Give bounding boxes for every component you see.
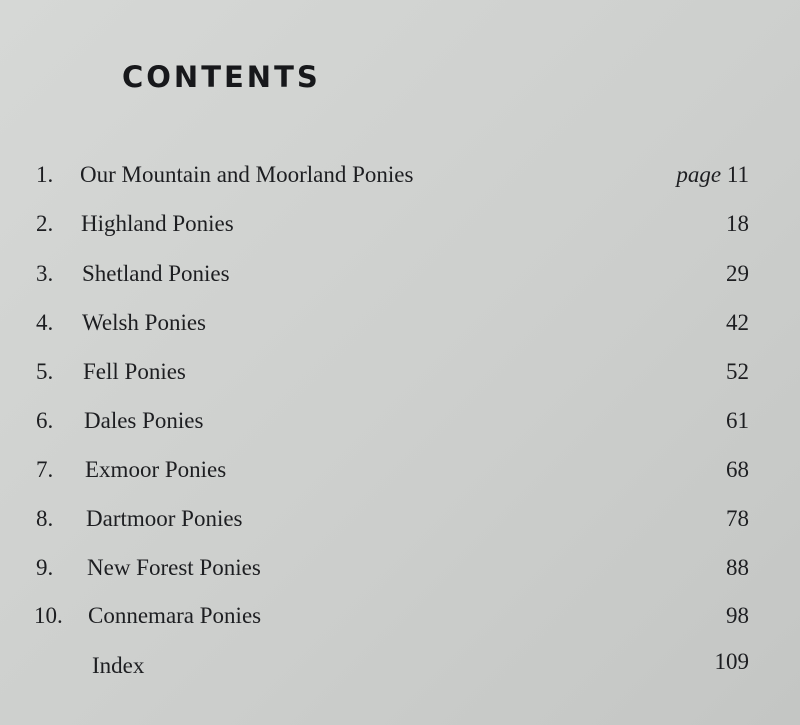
toc-entry	[0, 408, 800, 442]
page-reference	[676, 162, 749, 188]
toc-entry	[0, 211, 800, 245]
page-number: 78	[726, 506, 749, 531]
toc-entry	[0, 359, 800, 393]
toc-entry	[0, 261, 800, 295]
toc-entry	[0, 603, 800, 637]
toc-entry	[0, 506, 800, 540]
page-number: 61	[726, 408, 749, 433]
chapter-title: Highland Ponies	[81, 211, 234, 236]
toc-entry	[0, 310, 800, 344]
chapter-number: 9.	[36, 555, 54, 580]
chapter-number: 10.	[34, 603, 63, 628]
index-title: Index	[92, 653, 145, 678]
page-number: 52	[726, 359, 749, 384]
page-number: 18	[726, 211, 749, 236]
chapter-number: 1.	[36, 162, 54, 187]
page-number: 109	[714, 649, 749, 674]
chapter-number: 5.	[36, 359, 54, 384]
page-number: 42	[726, 310, 749, 335]
chapter-title: Exmoor Ponies	[85, 457, 227, 482]
chapter-title: Shetland Ponies	[82, 261, 230, 286]
chapter-title: Dartmoor Ponies	[86, 506, 243, 531]
chapter-title: Fell Ponies	[83, 359, 186, 384]
toc-entry	[0, 555, 800, 589]
chapter-title: Our Mountain and Moorland Ponies	[80, 162, 414, 187]
chapter-title: Dales Ponies	[84, 408, 204, 433]
chapter-number: 4.	[36, 310, 54, 335]
toc-entry	[0, 162, 800, 196]
chapter-number: 3.	[36, 261, 54, 286]
page-number: 29	[726, 261, 749, 286]
toc-entry-index	[0, 649, 800, 687]
page-number: 88	[726, 555, 749, 580]
page-number: 68	[726, 457, 749, 482]
chapter-number: 7.	[36, 457, 54, 482]
chapter-title: Welsh Ponies	[82, 310, 207, 335]
chapter-number: 2.	[36, 211, 54, 236]
page-label: page	[676, 162, 722, 187]
chapter-number: 8.	[36, 506, 54, 531]
page-number: 98	[726, 603, 749, 628]
toc-entry	[0, 457, 800, 491]
chapter-number: 6.	[36, 408, 54, 433]
page-title: CONTENTS	[122, 60, 321, 94]
chapter-title: Connemara Ponies	[88, 603, 262, 628]
page-number: 11	[726, 162, 749, 187]
chapter-title: New Forest Ponies	[87, 555, 261, 580]
